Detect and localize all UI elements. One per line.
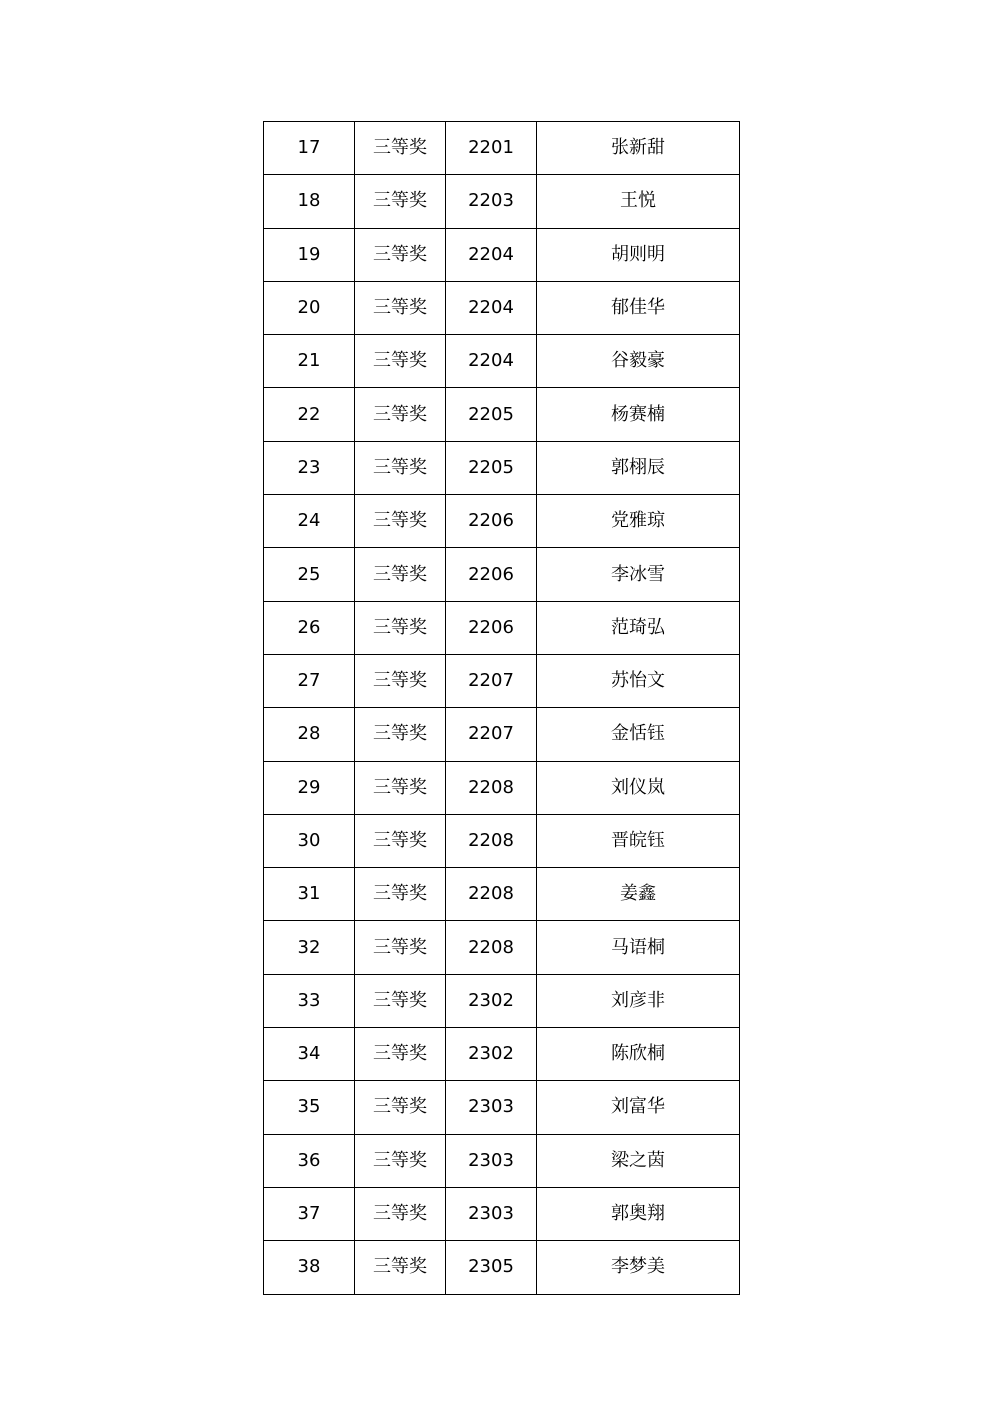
student-name-cell: 苏怡文 (537, 654, 740, 707)
student-name-cell: 党雅琼 (537, 495, 740, 548)
award-level-cell: 三等奖 (355, 814, 446, 867)
serial-number-cell: 35 (264, 1081, 355, 1134)
class-number-cell: 2201 (446, 122, 537, 175)
table-row (264, 495, 740, 548)
award-level-cell: 三等奖 (355, 1081, 446, 1134)
serial-number-cell: 38 (264, 1241, 355, 1294)
award-level-cell: 三等奖 (355, 654, 446, 707)
award-level-cell: 三等奖 (355, 761, 446, 814)
class-number-cell: 2305 (446, 1241, 537, 1294)
serial-number-cell: 31 (264, 868, 355, 921)
serial-number-cell: 26 (264, 601, 355, 654)
class-number-cell: 2208 (446, 921, 537, 974)
class-number-cell: 2206 (446, 601, 537, 654)
serial-number-cell: 30 (264, 814, 355, 867)
student-name-cell: 谷毅豪 (537, 335, 740, 388)
award-level-cell: 三等奖 (355, 1187, 446, 1240)
class-number-cell: 2207 (446, 708, 537, 761)
serial-number-cell: 21 (264, 335, 355, 388)
table-row (264, 548, 740, 601)
student-name-cell: 郭栩辰 (537, 441, 740, 494)
serial-number-cell: 22 (264, 388, 355, 441)
table-row (264, 708, 740, 761)
award-level-cell: 三等奖 (355, 1241, 446, 1294)
serial-number-cell: 32 (264, 921, 355, 974)
table-row (264, 601, 740, 654)
serial-number-cell: 18 (264, 175, 355, 228)
award-level-cell: 三等奖 (355, 388, 446, 441)
student-name-cell: 杨赛楠 (537, 388, 740, 441)
class-number-cell: 2206 (446, 548, 537, 601)
class-number-cell: 2303 (446, 1187, 537, 1240)
student-name-cell: 李冰雪 (537, 548, 740, 601)
student-name-cell: 范琦弘 (537, 601, 740, 654)
serial-number-cell: 36 (264, 1134, 355, 1187)
class-number-cell: 2303 (446, 1081, 537, 1134)
serial-number-cell: 25 (264, 548, 355, 601)
table-row (264, 122, 740, 175)
class-number-cell: 2207 (446, 654, 537, 707)
award-table (263, 121, 740, 1295)
student-name-cell: 王悦 (537, 175, 740, 228)
student-name-cell: 刘仪岚 (537, 761, 740, 814)
serial-number-cell: 23 (264, 441, 355, 494)
award-level-cell: 三等奖 (355, 175, 446, 228)
table-row (264, 921, 740, 974)
class-number-cell: 2302 (446, 974, 537, 1027)
student-name-cell: 李梦美 (537, 1241, 740, 1294)
table-row (264, 1134, 740, 1187)
table-row (264, 974, 740, 1027)
table-row (264, 228, 740, 281)
table-row (264, 281, 740, 334)
table-row (264, 761, 740, 814)
student-name-cell: 刘彦非 (537, 974, 740, 1027)
student-name-cell: 刘富华 (537, 1081, 740, 1134)
award-level-cell: 三等奖 (355, 921, 446, 974)
student-name-cell: 陈欣桐 (537, 1028, 740, 1081)
award-level-cell: 三等奖 (355, 548, 446, 601)
serial-number-cell: 24 (264, 495, 355, 548)
serial-number-cell: 20 (264, 281, 355, 334)
table-row (264, 441, 740, 494)
class-number-cell: 2204 (446, 281, 537, 334)
student-name-cell: 郭奥翔 (537, 1187, 740, 1240)
table-row (264, 175, 740, 228)
class-number-cell: 2205 (446, 388, 537, 441)
serial-number-cell: 19 (264, 228, 355, 281)
serial-number-cell: 27 (264, 654, 355, 707)
serial-number-cell: 37 (264, 1187, 355, 1240)
table-row (264, 654, 740, 707)
table-row (264, 388, 740, 441)
class-number-cell: 2208 (446, 868, 537, 921)
award-level-cell: 三等奖 (355, 708, 446, 761)
student-name-cell: 梁之茵 (537, 1134, 740, 1187)
award-level-cell: 三等奖 (355, 335, 446, 388)
table-row (264, 335, 740, 388)
class-number-cell: 2205 (446, 441, 537, 494)
table-row (264, 1081, 740, 1134)
student-name-cell: 马语桐 (537, 921, 740, 974)
student-name-cell: 晋皖钰 (537, 814, 740, 867)
class-number-cell: 2206 (446, 495, 537, 548)
class-number-cell: 2204 (446, 228, 537, 281)
award-level-cell: 三等奖 (355, 441, 446, 494)
award-level-cell: 三等奖 (355, 122, 446, 175)
serial-number-cell: 29 (264, 761, 355, 814)
table-row (264, 1241, 740, 1294)
class-number-cell: 2208 (446, 814, 537, 867)
student-name-cell: 张新甜 (537, 122, 740, 175)
award-level-cell: 三等奖 (355, 868, 446, 921)
serial-number-cell: 33 (264, 974, 355, 1027)
class-number-cell: 2303 (446, 1134, 537, 1187)
award-table-body (264, 122, 740, 1295)
class-number-cell: 2204 (446, 335, 537, 388)
serial-number-cell: 34 (264, 1028, 355, 1081)
table-row (264, 868, 740, 921)
student-name-cell: 胡则明 (537, 228, 740, 281)
student-name-cell: 郁佳华 (537, 281, 740, 334)
award-level-cell: 三等奖 (355, 974, 446, 1027)
student-name-cell: 姜鑫 (537, 868, 740, 921)
table-row (264, 1187, 740, 1240)
table-row (264, 814, 740, 867)
award-level-cell: 三等奖 (355, 281, 446, 334)
award-level-cell: 三等奖 (355, 601, 446, 654)
class-number-cell: 2203 (446, 175, 537, 228)
award-level-cell: 三等奖 (355, 228, 446, 281)
student-name-cell: 金恬钰 (537, 708, 740, 761)
serial-number-cell: 17 (264, 122, 355, 175)
class-number-cell: 2208 (446, 761, 537, 814)
award-level-cell: 三等奖 (355, 495, 446, 548)
award-level-cell: 三等奖 (355, 1028, 446, 1081)
table-row (264, 1028, 740, 1081)
class-number-cell: 2302 (446, 1028, 537, 1081)
award-level-cell: 三等奖 (355, 1134, 446, 1187)
serial-number-cell: 28 (264, 708, 355, 761)
